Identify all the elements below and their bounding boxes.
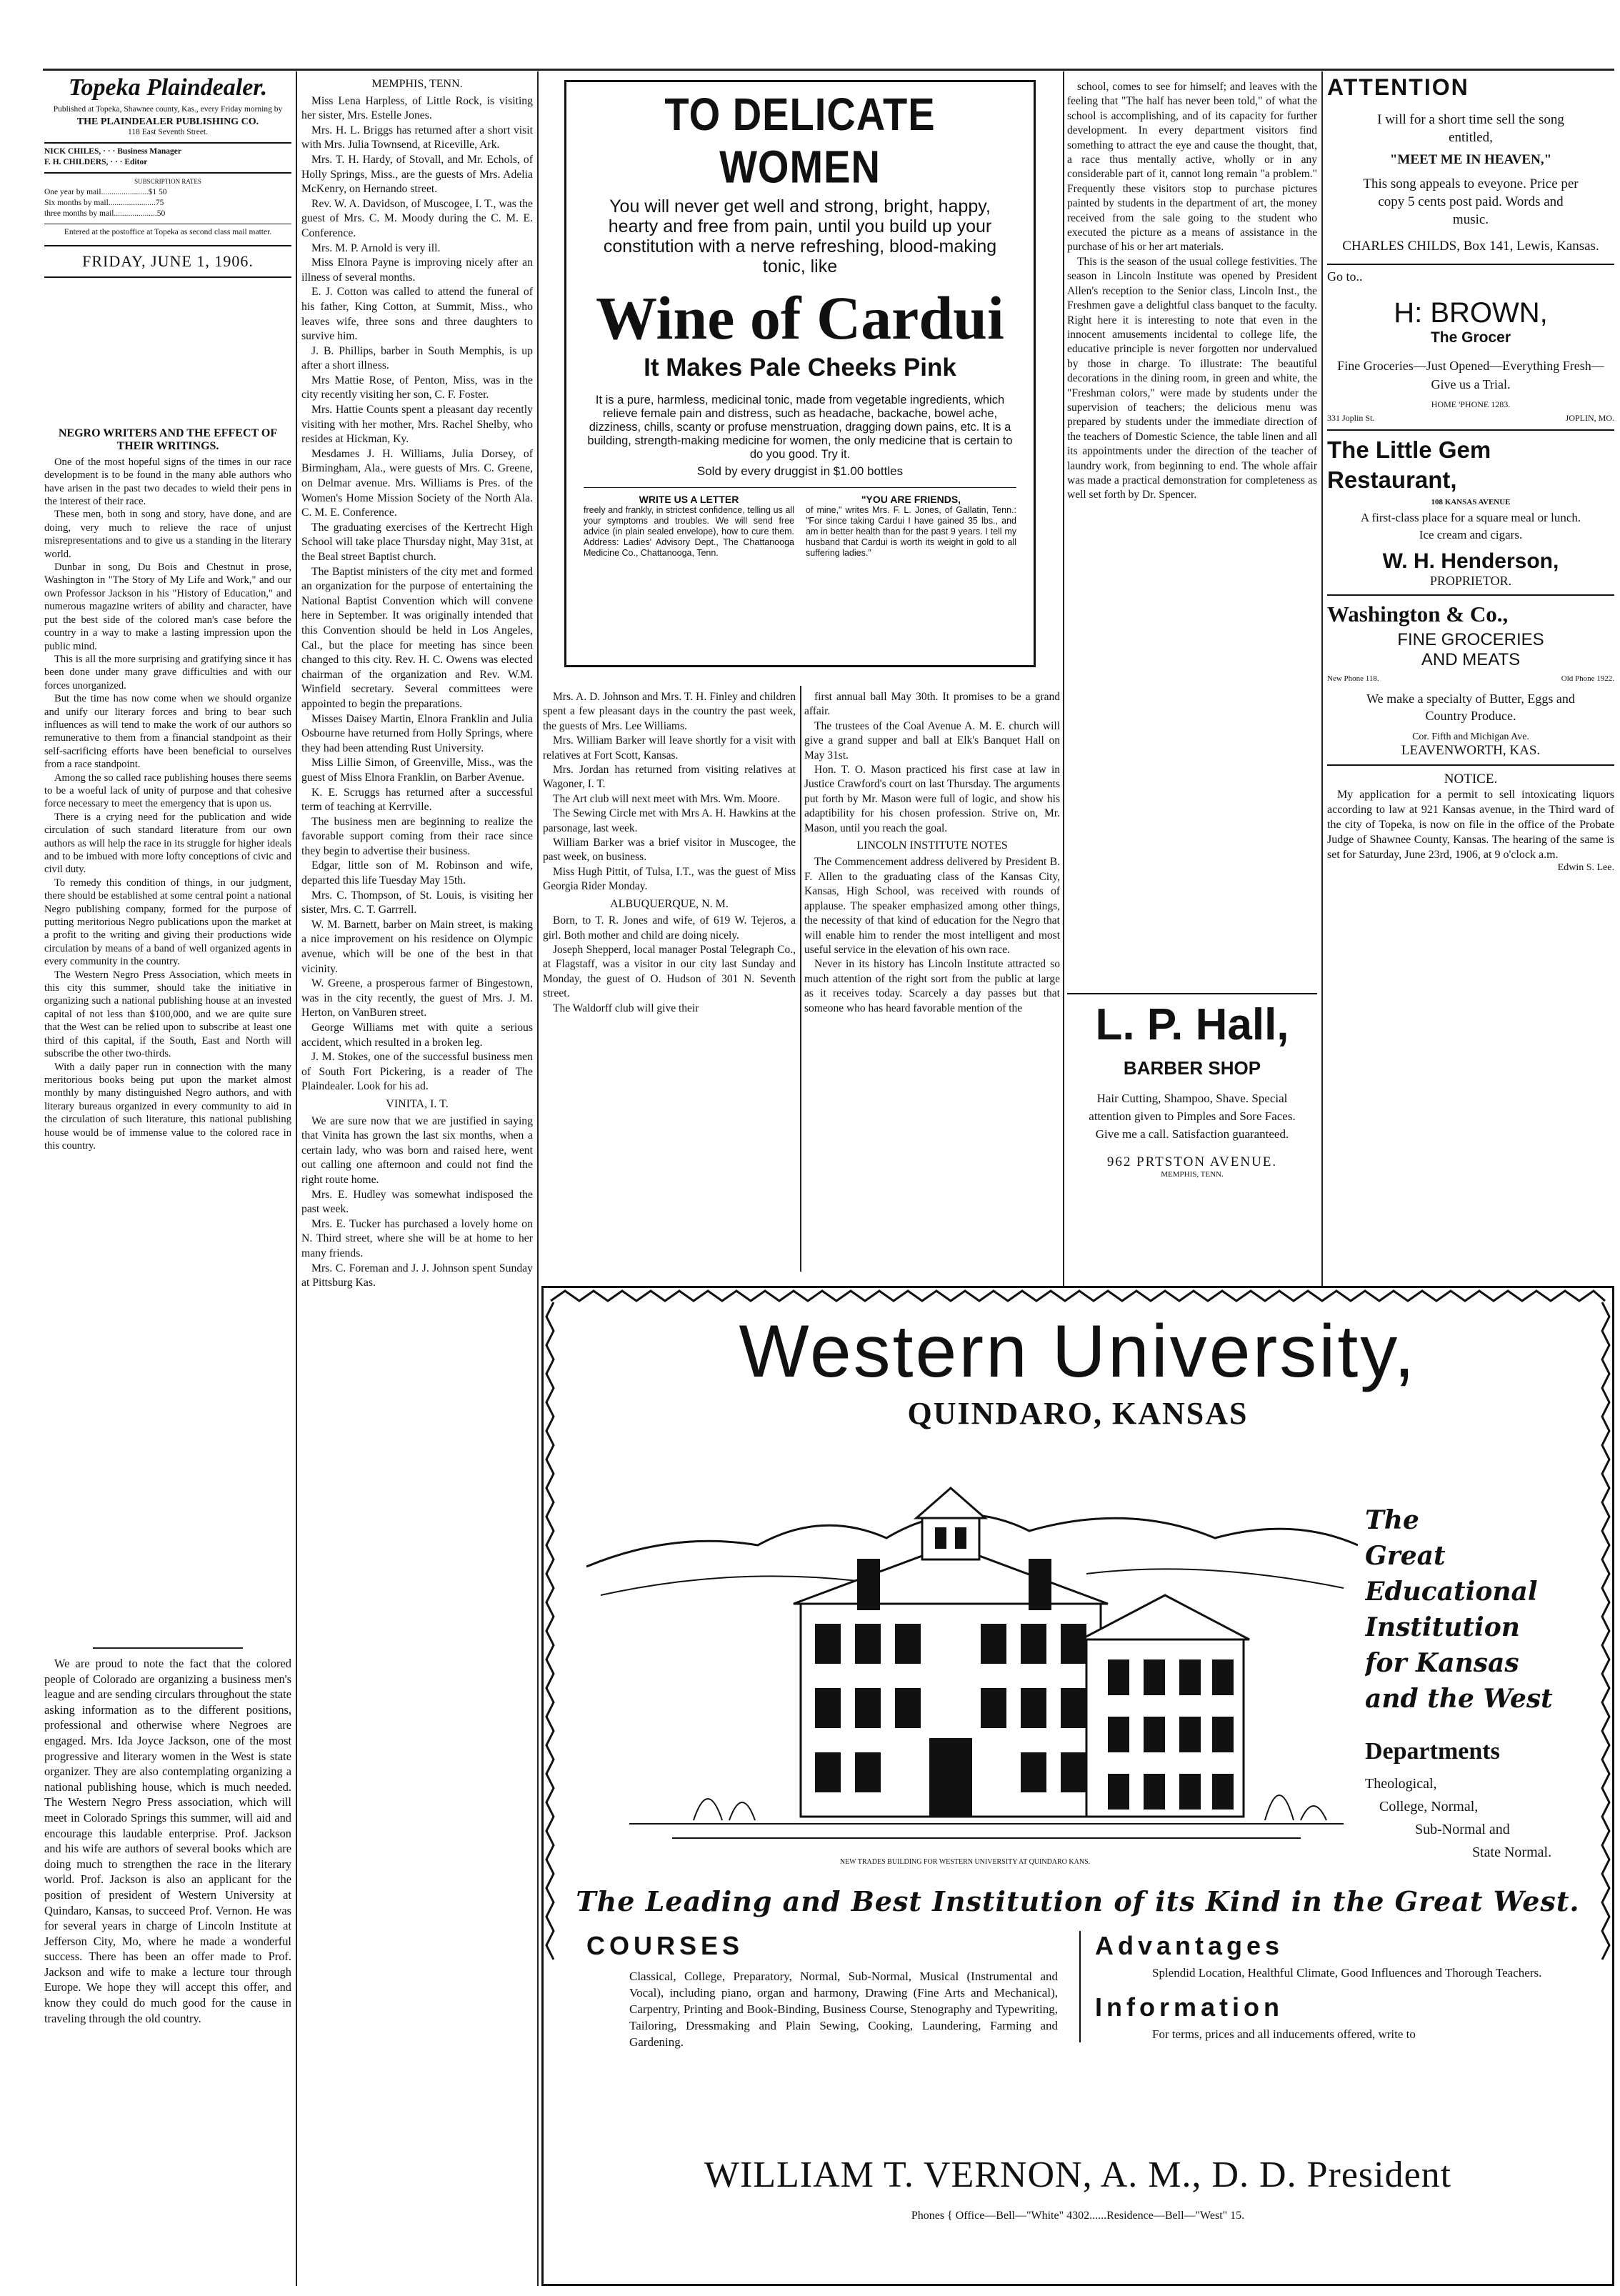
memphis-item: Mrs. H. L. Briggs has returned after a short visit with Mrs. Julia Townsend, at Riceville, Ark. (301, 124, 533, 151)
albuquerque-item: Born, to T. R. Jones and wife, of 619 W. Tejeros, a girl. Both mother and child are doing nicely. (543, 914, 796, 942)
cardui-intro: You will never get well and strong, bright, happy, hearty and free from pain, until you build up your constitution with a nerve refreshing, blood-making tonic, like (603, 196, 997, 276)
article-para: There is a crying need for the publication and wide circulation of such standard literature from our own authors as will help the race in its struggle for higher ideals and to be imbued with more lofty conceptions of civic and civil duty. (44, 811, 291, 876)
rates-heading: SUBSCRIPTION RATES (134, 178, 201, 185)
cardui-testimonial (806, 494, 1016, 559)
washington-phone-new: New Phone 118. (1327, 674, 1379, 683)
cardui-testimonial-heading: "YOU ARE FRIENDS, (861, 494, 961, 505)
song-seller: CHARLES CHILDS, Box 141, Lewis, Kansas. (1342, 239, 1599, 254)
dateline: FRIDAY, JUNE 1, 1906. (82, 252, 254, 270)
cardui-brand: Wine of Cardui (596, 284, 1004, 352)
advantages-text: Splendid Location, Healthful Climate, Good Influences and Thorough Teachers. (1152, 1966, 1542, 1980)
column-5-news (1067, 80, 1317, 1009)
column-rule-1 (296, 71, 297, 2286)
memphis-item: The graduating exercises of the Kertrecht High School will take place Thursday night, May 31st, at the Beal street Baptist church. (301, 521, 533, 563)
washington-sub-1: FINE GROCERIES (1397, 630, 1544, 649)
masthead-staff-2: F. H. CHILDERS, · · · Editor (44, 158, 148, 166)
slogan-line: Great (1365, 1541, 1446, 1571)
song-text: I will for a short time sell the song entitled, (1377, 112, 1564, 145)
cardui-tagline: It Makes Pale Cheeks Pink (644, 354, 956, 381)
memphis-item: W. M. Barnett, barber on Main street, is making a nice improvement on his residence on Olympic avenue, which will be one of the best in that vicinity. (301, 918, 533, 975)
news-item: The Art club will next meet with Mrs. Wm. Moore. (553, 792, 781, 805)
cardui-ad (564, 80, 1036, 667)
news-item: first annual ball May 30th. It promises to be a grand affair. (804, 691, 1060, 718)
rate-3: three months by mail.....................50 (44, 209, 166, 218)
news-item: The Sewing Circle met with Mrs A. H. Hawkins at the parsonage, last week. (543, 807, 796, 834)
cardui-testimonial-text: of mine," writes Mrs. F. L. Jones, of Gallatin, Tenn.: "For since taking Cardui I have gained 35 lbs., and am in better health than for the past 9 years. I tell my husband that Cardui is worth its weight in gold to all suffering ladies." (806, 505, 1016, 558)
column-1-article (44, 424, 291, 1532)
masthead-published: Published at Topeka, Shawnee county, Kas., every Friday morning by (53, 105, 283, 114)
article-para: With a daily paper run in connection with the many meritorious books being put upon the market almost monthly by many distinguished Negro authors, and with literary bureaus organized in every community to aid in the circulation of such literature, this national publishing house would be of immense value to the colored race in this country. (44, 1061, 291, 1152)
masthead-staff-1: NICK CHILES, · · · Business Manager (44, 147, 182, 156)
western-slogan (1365, 1502, 1594, 1717)
article-headline: NEGRO WRITERS AND THE EFFECT OF THEIR WRITINGS. (58, 427, 278, 453)
albuquerque-heading: ALBUQUERQUE, N. M. (610, 897, 729, 910)
attention-heading: ATTENTION (1327, 74, 1469, 100)
hall-services: Hair Cutting, Shampoo, Shave. Special attention given to Pimples and Sore Faces. Give me a call. Satisfaction guaranteed. (1089, 1092, 1296, 1141)
hall-city: MEMPHIS, TENN. (1161, 1170, 1224, 1179)
gem-text: A first-class place for a square meal or lunch. Ice cream and cigars. (1360, 511, 1581, 541)
memphis-item: Miss Elnora Payne is improving nicely after an illness of several months. (301, 256, 533, 284)
memphis-item: W. Greene, a prosperous farmer of Bingestown, was in the city recently, the guest of Mrs. J. M. Herton, on VanBuren street. (301, 977, 533, 1019)
brown-text: Fine Groceries—Just Opened—Everything Fresh—Give us a Trial. (1337, 359, 1604, 391)
news-item: Mrs. A. D. Johnson and Mrs. T. H. Finley and children spent a few pleasant days in the country the past week, the guests of Mrs. Lee Williams. (543, 691, 796, 732)
western-phones: Phones { Office—Bell—"White" 4302......Residence—Bell—"West" 15. (911, 2210, 1245, 2222)
memphis-item: Misses Daisey Martin, Elnora Franklin and Julia Osbourne have returned from Holly Springs, where they had been attending Rust University. (301, 712, 533, 754)
memphis-item: The business men are beginning to realize the favorable support coming from their race since they begin to advertise their business. (301, 815, 533, 857)
article-para: This is all the more surprising and gratifying since it has been done under many grave difficulties and with our forces unorganized. (44, 653, 291, 692)
masthead (44, 74, 291, 431)
washington-text: We make a specialty of Butter, Eggs and Country Produce. (1366, 692, 1575, 723)
article-para: One of the most hopeful signs of the times in our race development is to be found in the many able authors who have arisen in the past two decades to wield their pens in the interest of their race. (44, 456, 291, 508)
western-departments (1365, 1738, 1594, 1864)
right-ads (1327, 74, 1614, 1282)
colorado-article (44, 1656, 291, 2285)
hall-address: 962 PRTSTON AVENUE. (1106, 1154, 1278, 1169)
column-rule-3 (1063, 71, 1064, 1286)
top-rule (43, 69, 1614, 71)
washington-address-1: Cor. Fifth and Michigan Ave. (1412, 732, 1529, 742)
courses-text: Classical, College, Preparatory, Normal, Sub-Normal, Musical (Instrumental and Vocal), including piano, organ and harmony, Drawing (Fine Arts and Mechanical), Carpentry, Printing and Book-Binding, Business Course, Stenography and Typewriting, Tailoring, Dressmaking and Plain Sewing, Cooking, Laundering, Farming and Gardening. (629, 1970, 1058, 2049)
article-para: To remedy this condition of things, in our judgment, there should be established at some central point a national Negro publishing company, formed for the purpose of putting meritorious Negro publications upon the market at a profit to the writing and giving their productions wide circulation by means of a band of well organized agents in every community in the country. (44, 877, 291, 968)
slogan-line: Educational (1365, 1577, 1538, 1607)
memphis-item: Rev. W. A. Davidson, of Muscogee, I. T., was the guest of Mrs. C. M. Moody during the C. M. E. Conference. (301, 197, 533, 239)
rate-2: Six months by mail.......................75 (44, 199, 164, 207)
vinita-item: Mrs. E. Hudley was somewhat indisposed the past week. (301, 1188, 533, 1216)
vinita-item: Mrs. C. Foreman and J. J. Johnson spent Sunday at Pittsburg Kas. (301, 1262, 533, 1289)
column-3-news (543, 690, 796, 1276)
cardui-body: It is a pure, harmless, medicinal tonic, made from vegetable ingredients, which relieve female pain and distress, such as headache, backache, bowel ache, dizziness, chills, scanty or profuse menstruation, dragging down pains, etc. It is a building, strength-making medicine for women, the only medicine that is certain to do you good. Try it. (587, 394, 1013, 461)
notice-heading: NOTICE. (1444, 772, 1498, 787)
article-para: The Western Negro Press Association, which meets in this city this summer, should take the initiative in organizing such a national publishing house at an invested capital of not less than $100,000, and we are quite sure that the West can be relied upon to subscribe at least one third of this capital, if the South, East and North will subscribe the other two-thirds. (44, 969, 291, 1060)
song-offer: This song appeals to eveyone. Price per copy 5 cents post paid. Words and music. (1363, 176, 1579, 227)
information-text: For terms, prices and all inducements offered, write to (1152, 2027, 1416, 2041)
department: Sub-Normal and (1415, 1822, 1510, 1837)
memphis-item: Miss Lillie Simon, of Greenville, Miss., was the guest of Miss Elnora Franklin, on Barber Avenue. (301, 757, 533, 784)
gem-address: 108 KANSAS AVENUE (1431, 498, 1511, 506)
gem-name: The Little Gem Restaurant, (1327, 436, 1491, 493)
article-para: Dunbar in song, Du Bois and Chestnut in prose, Washington in "The Story of My Life and Work," and our own Professor Jackson in his "History of Education," and numerous magazine writers of ability and character, have put the best side of the colored man's case before the country in a way to make a lasting impression upon the public mind. (44, 561, 291, 652)
slogan-line: and the West (1365, 1684, 1553, 1714)
news-item: Mrs. William Barker will leave shortly for a visit with relatives at Fort Scott, Kansas. (543, 734, 796, 762)
memphis-item: Miss Lena Harpless, of Little Rock, is visiting her sister, Mrs. Estelle Jones. (301, 94, 533, 122)
gem-proprietor: PROPRIETOR. (1429, 574, 1512, 588)
memphis-item: Mrs. M. P. Arnold is very ill. (311, 241, 441, 254)
column-2-news (301, 74, 533, 2289)
memphis-item: Mrs. C. Thompson, of St. Louis, is visiting her sister, Mrs. C. T. Garrrell. (301, 889, 533, 917)
building-illustration (586, 1452, 1358, 1852)
brown-name: H: BROWN, (1394, 297, 1548, 329)
washington-phone-old: Old Phone 1922. (1561, 674, 1614, 683)
department: State Normal. (1472, 1845, 1552, 1860)
brown-address-right: JOPLIN, MO. (1565, 413, 1614, 423)
memphis-item: Mrs Mattie Rose, of Penton, Miss, was in the city recently visiting her son, C. F. Foster. (301, 374, 533, 401)
masthead-title: Topeka Plaindealer. (68, 74, 268, 101)
albuquerque-item: Joseph Shepperd, local manager Postal Telegraph Co., at Flagstaff, was a visitor in our city last Sunday and Monday, the guest of O. Hudson of 301 N. Seventh street. (543, 943, 796, 1000)
hall-name: L. P. Hall, (1095, 1000, 1289, 1049)
vinita-item: Mrs. E. Tucker has purchased a lovely home on N. Third street, where she will be at home to her many friends. (301, 1217, 533, 1259)
news-item: William Barker was a brief visitor in Muscogee, the past week, on business. (543, 837, 796, 864)
cardui-headline: TO DELICATE WOMEN (664, 88, 936, 193)
departments-heading: Departments (1365, 1738, 1500, 1765)
notice-text: My application for a permit to sell intoxicating liquors according to law at 921 Kansas avenue, in the Third ward of the city of Topeka, is now on file in the office of the Probate Judge of Shawnee County, Kansas. The hearing of the same is set for Saturday, June 23rd, 1906, at 9 o'clock a.m. (1327, 789, 1614, 861)
goto-text: Go to.. (1327, 269, 1363, 284)
memphis-item: The Baptist ministers of the city met and formed an organization for the purpose of entertaining the National Baptist Convention which will convene here in September. It was originally intended that this Convention should be held in Los Angeles, Cal., but the place for meeting has since been changed to this city. Rev. H. C. Owens was elected chairman of the organization and Rev. W.M. Winfield secretary. Several committees were appointed to begin the preparations. (301, 565, 533, 710)
gem-owner: W. H. Henderson, (1382, 549, 1559, 573)
western-leading: The Leading and Best Institution of its Kind in the Great West. (576, 1885, 1580, 1917)
news-item: Mrs. Jordan has returned from visiting relatives at Wagoner, I. T. (543, 764, 796, 791)
news-item: The trustees of the Coal Avenue A. M. E. church will give a grand supper and ball at Elk's Banquet Hall on May 31st. (804, 719, 1060, 762)
memphis-item: J. B. Phillips, barber in South Memphis, is up after a short illness. (301, 344, 533, 372)
brown-address-left: 331 Joplin St. (1327, 413, 1375, 423)
hall-shop: BARBER SHOP (1123, 1057, 1261, 1079)
washington-sub-2: AND MEATS (1421, 650, 1521, 669)
entered-note: Entered at the postoffice at Topeka as second class mail matter. (64, 228, 272, 236)
colorado-para: We are proud to note the fact that the colored people of Colorado are organizing a business men's league and are sending circulars throughout the state asking information as to the different positions, professional and otherwise where Negroes are engaged. Mrs. Ida Joyce Jackson, one of the most progressive and literary women in the West is state organizer. They are also contemplating organizing a national publishing house, which is much needed. The Western Negro Press association, which will meet in Colorado Springs this summer, will aid and encourage this laudable enterprise. Prof. Jackson and his wife are authors of several books which are doing much to strengthen the race in the literary world. Prof. Jackson is also an applicant for the position of president of Western University at Quindaro, Kansas, to succeed Prof. Vernon. He was for several years in charge of Lincoln Institute at Jefferson City, Mo, where he made a wonderful success. There has been an offer made to Prof. Jackson and wife to make a lecture tour through Europe. We hope they will accept this offer, and know they could do much good for the cause in traveling through the old country. (44, 1657, 291, 2025)
memphis-item: Edgar, little son of M. Robinson and wife, departed this life Tuesday May 15th. (301, 859, 533, 887)
vinita-heading: VINITA, I. T. (386, 1097, 449, 1110)
memphis-item: Mesdames J. H. Williams, Julia Dorsey, of Birmingham, Ala., were guests of Mrs. C. Greene, on Delmar avenue. Mrs. Williams is Pres. of the Women's Home Mission Society of the North Ala. C. M. E. Conference. (301, 447, 533, 519)
memphis-item: Mrs. T. H. Hardy, of Stovall, and Mr. Echols, of Holly Springs, Miss., are the guests of Mrs. Adelia McKenry, on Hernando street. (301, 153, 533, 196)
article-para: These men, both in song and story, have done, and are doing, very much to relieve the race of unjust misrepresentations and to give us a standing in the literary world. (44, 509, 291, 560)
lincoln-item: This is the season of the usual college festivities. The season in Lincoln Institute was opened by President Allen's reception to the Senior class, Lincoln Inst., the Freshmen gave a delightful class banquet to the faculty. Right here it is interesting to note that even in the innocent amusements incidental to college life, the educative principle is never forgotten nor undervalued by those in charge. To illustrate: The beautiful decorations in the dining room, in green and white, the "Freshman colors," were made by students under the supervision of teachers; the delicious menu was prepared by students under the immediate direction of the teachers of Domestic Science, the table linen and all its appointments under the direction of the teacher of laundry work, from beginning to end. The whole affair was made a practical demonstration for completeness as well set forth by Dr. Spencer. (1067, 255, 1317, 501)
advantages-section (1079, 1931, 1601, 2042)
lincoln-item: The Commencement address delivered by President B. F. Allen to the graduating class of the Kansas City, Kansas, High School, was received with rounds of applause. The speaker emphasized among other things, the necessity of that kind of education for the Negro that will enable him to render the most intelligent and most useful service in the elevation of his own race. (804, 856, 1060, 956)
department: Theological, (1365, 1776, 1437, 1792)
memphis-item: E. J. Cotton was called to attend the funeral of his father, King Cotton, at Summit, Miss., who leaves wife, three sons and three daughters to survive him. (301, 286, 533, 343)
memphis-item: K. E. Scruggs has returned after a successful term of teaching at Kerrville. (301, 786, 533, 814)
column-4-news (804, 690, 1060, 1276)
western-title: Western University, (739, 1310, 1417, 1393)
memphis-item: George Williams met with quite a serious accident, which resulted in a broken leg. (301, 1022, 533, 1049)
cardui-sold: Sold by every druggist in $1.00 bottles (696, 464, 904, 478)
lincoln-item: Never in its history has Lincoln Institute attracted so much attention of the right sort from the public at large as it receives today. Scarcely a day passes but that someone who has heard favorable mention of the (804, 958, 1060, 1014)
column-rule-2 (537, 71, 539, 2286)
washington-address-2: LEAVENWORTH, KAS. (1401, 743, 1541, 758)
article-para: But the time has now come when we should organize and unify our literary forces and bring to bear such influences as will tend to make the work of our authors so remunerative to them from a financial standpoint as their self-sacrificing efforts have been beneficial to ourselves from a race standpoint. (44, 693, 291, 771)
slogan-line: for Kansas (1365, 1648, 1519, 1678)
masthead-publisher: THE PLAINDEALER PUBLISHING CO. (76, 116, 259, 127)
brown-sub: The Grocer (1430, 329, 1511, 346)
article-para: Among the so called race publishing houses there seems to be a woeful lack of unity of purpose and that cohesive force necessary to meet the emergency that is upon us. (44, 772, 291, 810)
column-rule-4 (1321, 71, 1323, 1286)
memphis-item: Mrs. Hattie Counts spent a pleasant day recently visiting with her mother, Mrs. Rachel Shelby, who resides at Hickman, Ky. (301, 404, 533, 446)
slogan-line: Institution (1365, 1612, 1520, 1642)
courses-section (586, 1931, 1058, 2050)
western-president: WILLIAM T. VERNON, A. M., D. D. President (704, 2155, 1452, 2195)
hall-barber-ad (1067, 993, 1317, 1279)
western-university-ad (541, 1286, 1614, 2286)
information-heading: Information (1095, 1992, 1284, 2022)
department: College, Normal, (1379, 1799, 1479, 1815)
albuquerque-item: The Waldorff club will give their (553, 1002, 699, 1014)
masthead-address: 118 East Seventh Street. (128, 128, 208, 136)
rate-1: One year by mail.......................$1 50 (44, 188, 167, 196)
western-location: QUINDARO, KANSAS (907, 1396, 1249, 1431)
washington-name: Washington & Co., (1327, 602, 1509, 627)
brown-phone: HOME 'PHONE 1283. (1431, 399, 1511, 409)
lincoln-heading: LINCOLN INSTITUTE NOTES (856, 839, 1008, 852)
cardui-letter (584, 494, 794, 559)
memphis-item: J. M. Stokes, one of the successful business men of South Fort Pickering, is a reader of The Plaindealer. Look for his ad. (301, 1051, 533, 1093)
advantages-heading: Advantages (1095, 1931, 1284, 1960)
memphis-heading: MEMPHIS, TENN. (371, 78, 463, 90)
cardui-letter-heading: WRITE US A LETTER (639, 494, 739, 505)
lincoln-item: school, comes to see for himself; and leaves with the feeling that "The half has never been told," of what the school is accomplishing, and of its capacity for further development. In every department visitors find something to attract the eye and cause the thought, that, a race thus mentally active, wholly or in any considerable part of it, cannot long remain "a problem." Frequently these visitors stop to purchase pictures painted by students in the department of art, the money received from the sale going to the student who executed the picture as a means of assistance in the purchase of his or her art materials. (1067, 81, 1317, 254)
news-item: Miss Hugh Pittit, of Tulsa, I.T., was the guest of Miss Georgia Rider Monday. (543, 865, 796, 893)
slogan-line: The (1365, 1505, 1419, 1535)
courses-heading: COURSES (586, 1931, 744, 1960)
news-item: Hon. T. O. Mason practiced his first case at law in Justice Crawford's court on last Thursday. The arguments put forth by Mr. Mason were full of logic, and show his adaptibility for his chosen profession. Strive on, Mr. Mason, until you reach the goal. (804, 764, 1060, 834)
cardui-letter-text: freely and frankly, in strictest confidence, telling us all your symptoms and troubles. We will send free advice (in plain sealed envelope), how to cure them. Address: Ladies' Advisory Dept., The Chattanooga Medicine Co., Chattanooga, Tenn. (584, 505, 794, 558)
song-title: "MEET ME IN HEAVEN," (1389, 152, 1552, 167)
column-rule-5 (800, 686, 801, 1272)
notice-signature: Edwin S. Lee. (1557, 862, 1614, 873)
building-caption: NEW TRADES BUILDING FOR WESTERN UNIVERSITY AT QUINDARO KANS. (839, 1858, 1091, 1866)
vinita-item: We are sure now that we are justified in saying that Vinita has grown the last six months, when a certain lady, who was born and raised here, went out calling one afternoon and could not find the right route home. (301, 1114, 533, 1186)
column-1-divider (93, 1647, 243, 1649)
